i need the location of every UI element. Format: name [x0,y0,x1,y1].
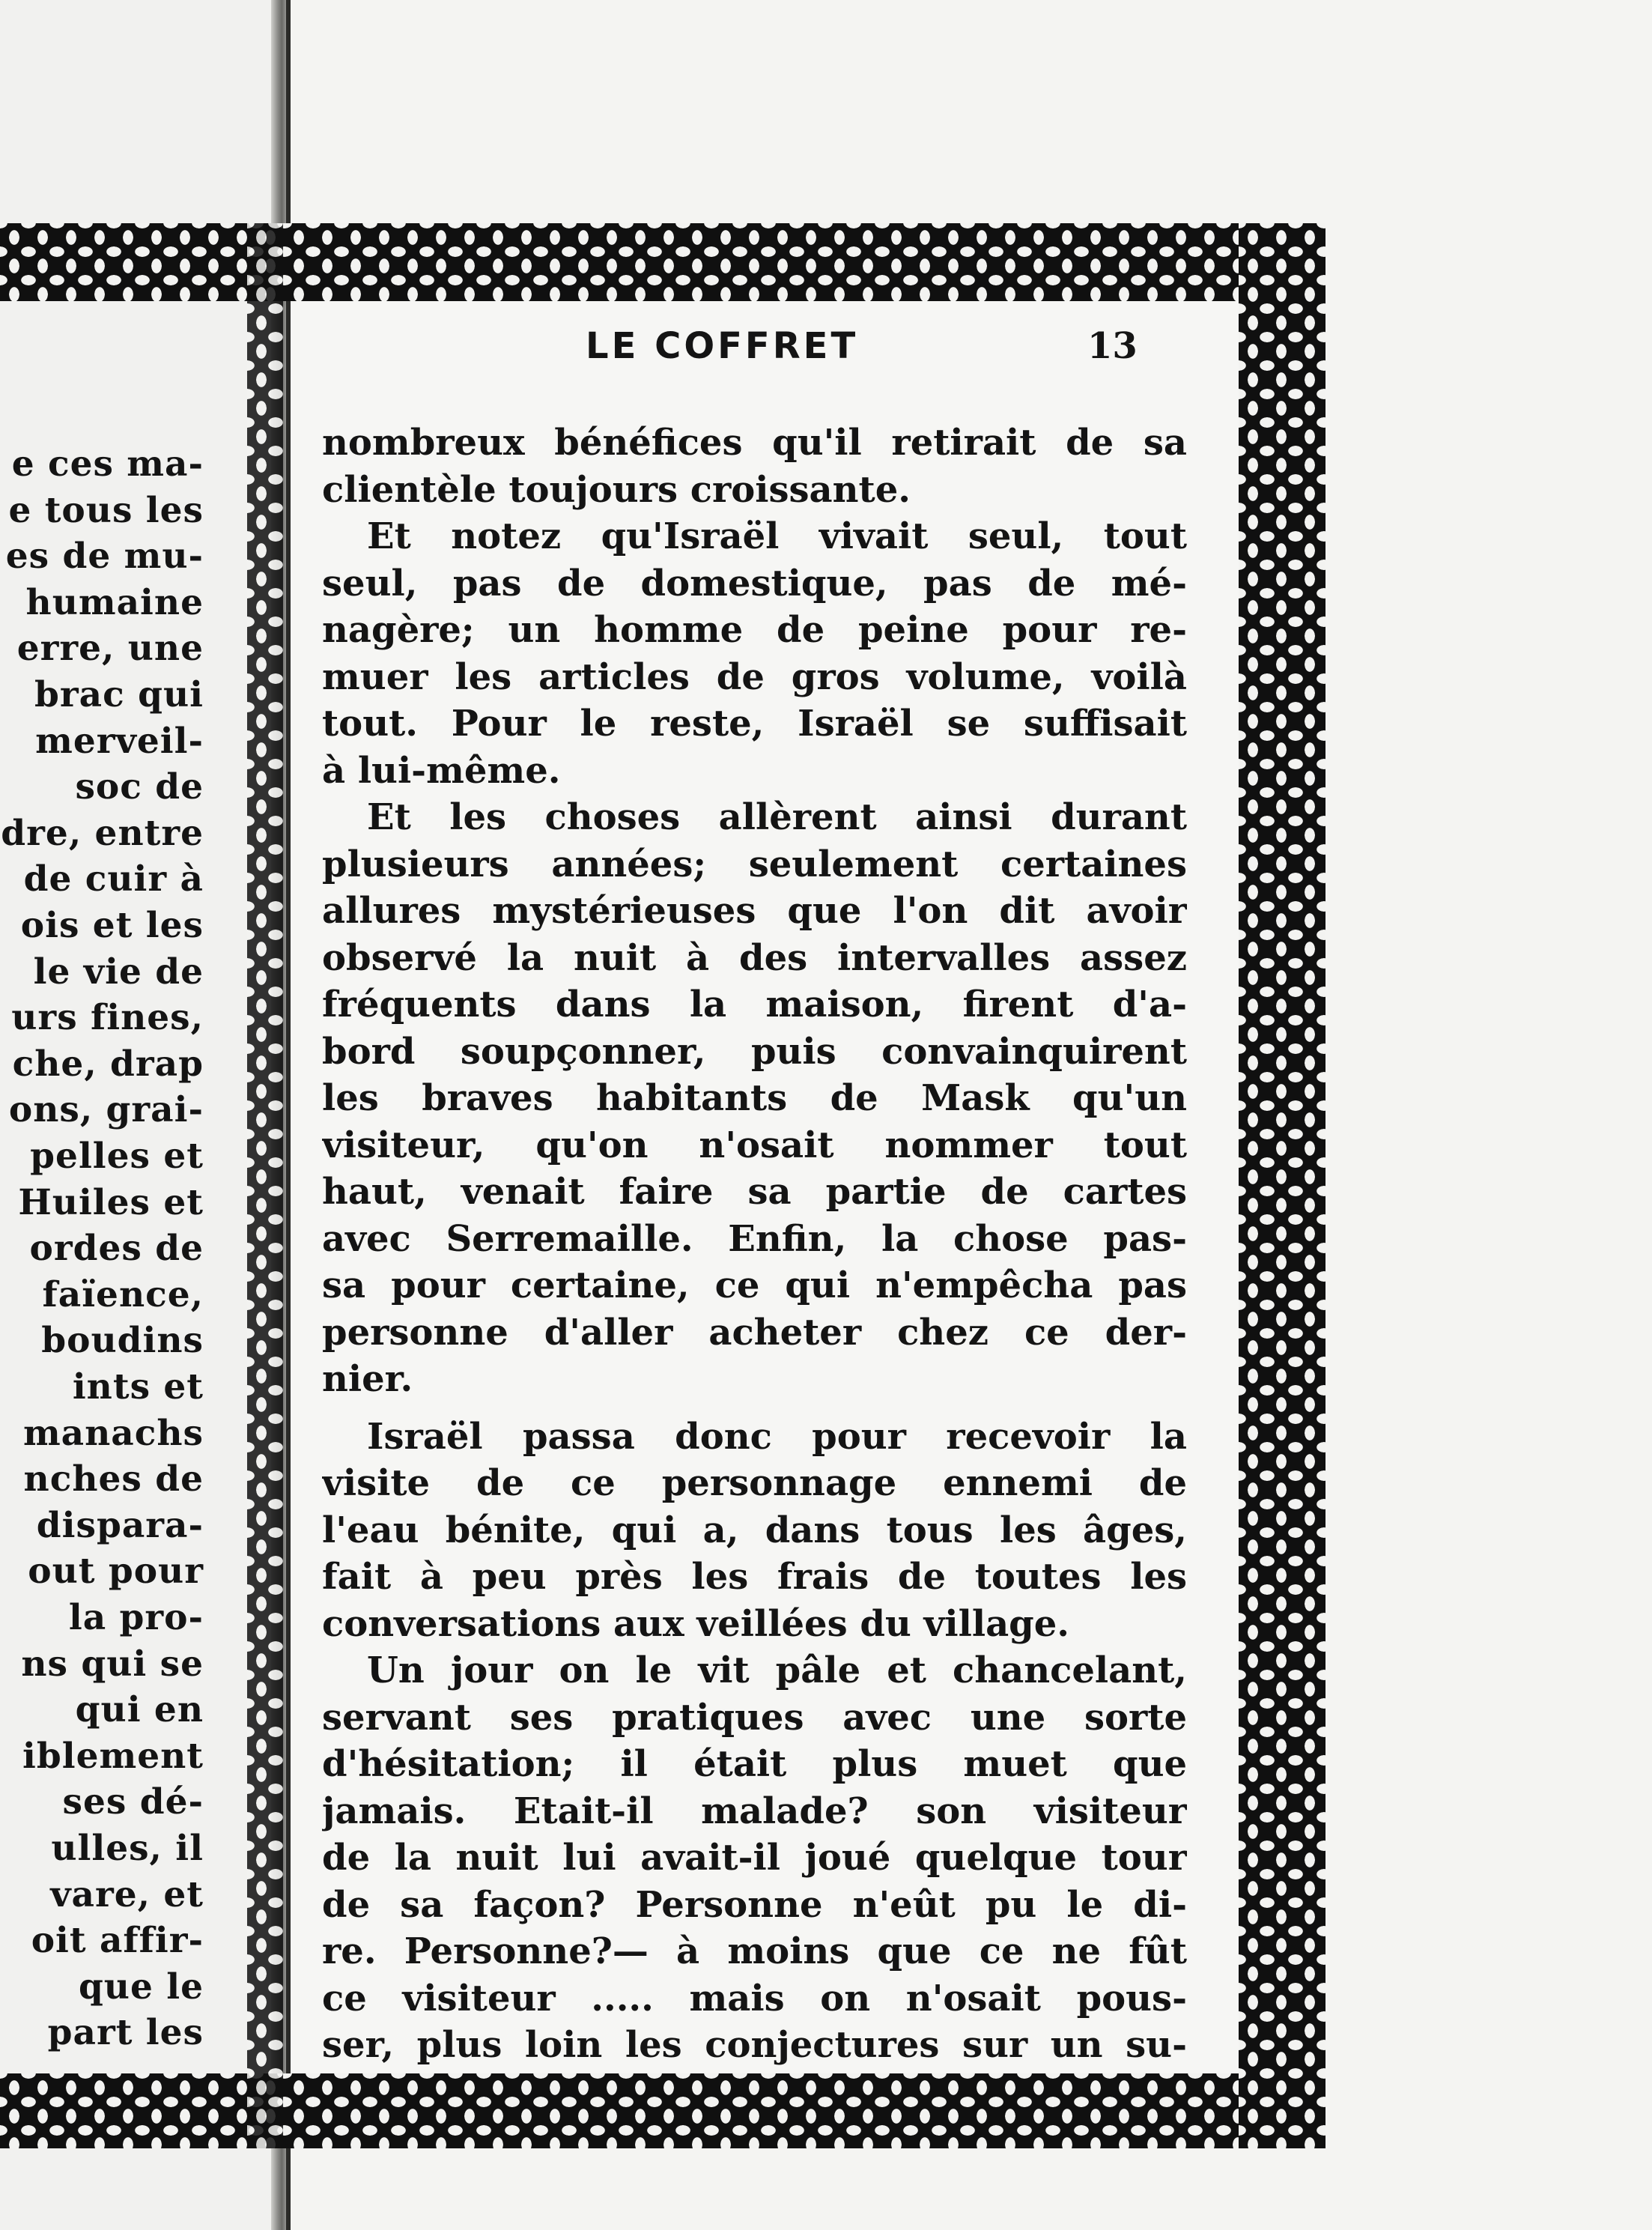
text-line: bord soupçonner, puis convainquirent [322,1030,1187,1073]
text-line: muer les articles de gros volume, voilà [322,655,1187,698]
left-page-line: ns qui se [21,1643,204,1685]
text-line: nagère; un homme de peine pour re- [322,609,1187,651]
left-page-line: es de mu- [5,536,204,578]
text-line: ser, plus loin les conjectures sur un su- [322,2024,1187,2066]
text-line: nier. [322,1358,413,1400]
left-page-line: oit affir- [31,1920,204,1962]
left-page-line: humaine [25,581,204,623]
body-text [322,419,1187,2069]
text-line: haut, venait faire sa partie de cartes [322,1171,1187,1213]
text-line: clientèle toujours croissante. [322,468,911,511]
left-page-line: boudins [41,1320,204,1362]
left-page-line: merveil- [35,720,204,762]
text-line: visite de ce personnage ennemi de [322,1462,1187,1504]
left-page-line: ulles, il [51,1828,204,1869]
text-line: tout. Pour le reste, Israël se suffisait [322,703,1187,745]
text-line: de la nuit lui avait-il joué quelque tour [322,1837,1187,1879]
left-page-line: le vie de [33,951,204,993]
text-line: observé la nuit à des intervalles assez [322,936,1187,979]
text-line: Et notez qu'Israël vivait seul, tout [367,515,1187,557]
text-line: l'eau bénite, qui a, dans tous les âges, [322,1509,1187,1551]
decorative-border-top [0,223,1325,301]
decorative-border-left [247,223,283,2148]
text-line: allures mystérieuses que l'on dit avoir [322,890,1187,932]
text-line: les braves habitants de Mask qu'un [322,1077,1187,1119]
left-page-line: dre, entre [1,812,204,854]
text-line: visiteur, qu'on n'osait nommer tout [322,1124,1187,1166]
left-page-line: urs fines, [11,997,204,1039]
left-page-line: erre, une [16,628,204,670]
left-page-line: part les [47,2012,204,2054]
left-page-line: que le [78,1966,204,2008]
text-line: seul, pas de domestique, pas de mé- [322,562,1187,605]
text-line: plusieurs années; seulement certaines [322,843,1187,885]
text-line: à lui-même. [322,749,561,792]
left-page-line: manachs [22,1412,204,1454]
paragraph-gap [322,1403,1187,1414]
paragraph [322,419,1187,513]
running-title: LE COFFRET [586,325,859,367]
text-line: personne d'aller acheter chez ce der- [322,1311,1187,1354]
text-line: conversations aux veillées du village. [322,1602,1069,1645]
decorative-border-bottom [0,2073,1325,2148]
text-line: re. Personne?— à moins que ce ne fût [322,1930,1187,1972]
left-page-line: la pro- [68,1597,204,1638]
left-page-line: qui en [75,1689,204,1731]
decorative-border-right [1239,223,1325,2148]
text-line: nombreux bénéfices qu'il retirait de sa [322,422,1187,464]
left-page-line: brac qui [34,674,204,715]
left-page-line: out pour [28,1551,204,1593]
text-line: avec Serremaille. Enfin, la chose pas- [322,1217,1187,1260]
text-line: servant ses pratiques avec une sorte [322,1696,1187,1739]
text-line: fait à peu près les frais de toutes les [322,1556,1187,1598]
left-page-line: e tous les [8,489,204,531]
left-page-line: che, drap [12,1043,204,1085]
text-line: fréquents dans la maison, firent d'a- [322,984,1187,1025]
left-page-line: ois et les [20,905,204,946]
left-page-line: ons, grai- [8,1089,204,1131]
text-line: sa pour certaine, ce qui n'empêcha pas [322,1264,1187,1306]
left-page-line: de cuir à [23,858,204,900]
text-line: Et les choses allèrent ainsi durant [367,796,1187,838]
left-page-line: dispara- [36,1504,204,1546]
left-page-line: soc de [75,766,204,808]
paragraph [322,1414,1187,1648]
left-page-line: ordes de [29,1228,204,1270]
left-page-line: pelles et [30,1136,204,1177]
left-page-line: e ces ma- [11,443,204,485]
left-page-line: faïence, [42,1273,204,1315]
left-page-line: vare, et [50,1873,204,1915]
running-header [294,325,1155,370]
page-number: 13 [1087,325,1138,367]
text-line: Israël passa donc pour recevoir la [367,1415,1187,1458]
text-line: de sa façon? Personne n'eût pu le di- [322,1883,1187,1926]
text-line: Un jour on le vit pâle et chancelant, [367,1649,1187,1691]
text-line: jamais. Etait-il malade? son visiteur [322,1790,1187,1832]
text-line: ce visiteur ..... mais on n'osait pous- [322,1977,1187,2020]
left-page-fragment [0,0,279,2230]
left-page-line: Huiles et [18,1181,204,1223]
left-page-line: iblement [22,1735,204,1777]
paragraph [322,794,1187,1403]
left-page-line: ses dé- [62,1781,204,1823]
left-page-line: ints et [72,1366,204,1408]
text-line: d'hésitation; il était plus muet que [322,1743,1187,1785]
paragraph [322,513,1187,794]
paragraph [322,1647,1187,2069]
left-page-line: nches de [23,1458,204,1500]
